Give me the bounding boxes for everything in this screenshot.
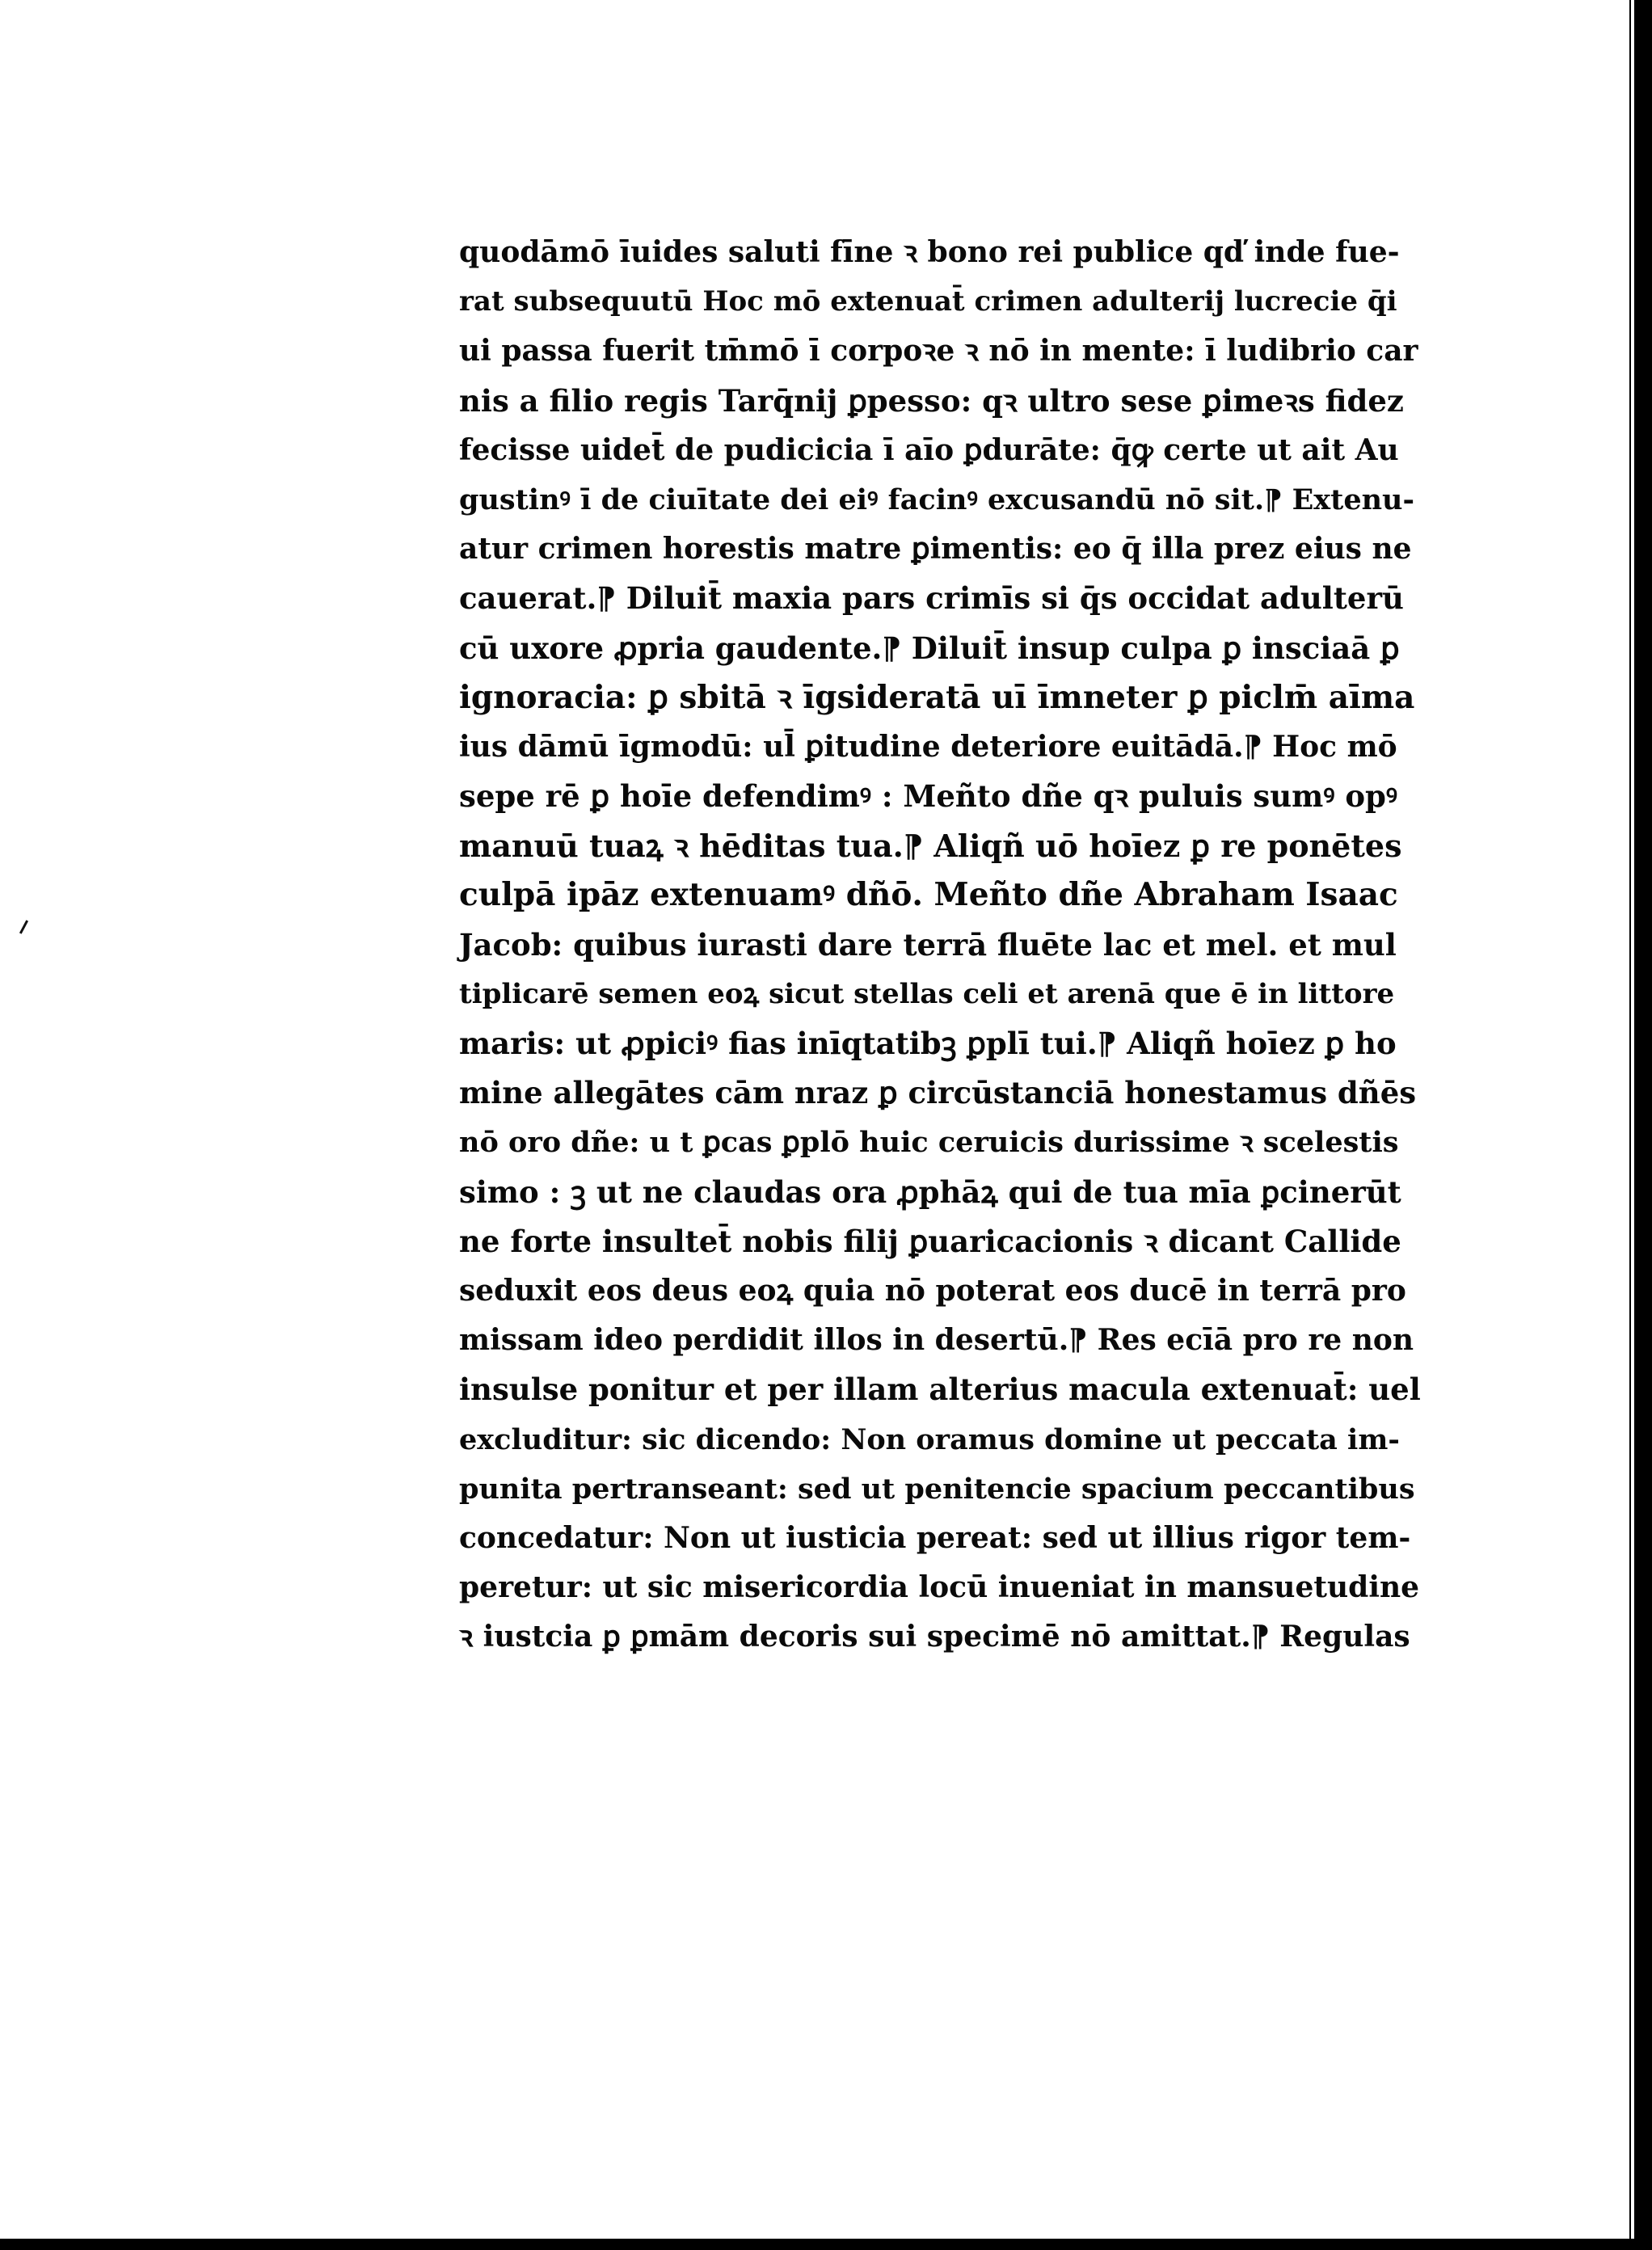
text-line: ignoracia: ꝑ sbitā ꝛ īgsideratā uī īmneter ꝑ piclm̄ aīma (459, 678, 1415, 716)
text-line: insulse ponitur et per illam alterius macula extenuat̄: uel (459, 1371, 1421, 1408)
text-line: tiplicarē semen eoꝝ sicut stellas celi et arenā que ē in littore (459, 977, 1395, 1010)
text-line: seduxit eos deus eoꝝ quia nō poterat eos ducē in terrā pro (459, 1273, 1406, 1308)
text-line: ui passa fuerit tm̄mō ī corpoꝛe ꝛ nō in mente: ī ludibrio car (459, 334, 1418, 369)
margin-mark (19, 920, 28, 933)
text-line: cū uxore ꝓpria gaudente.⁋ Diluit̄ insup culpa ꝑ insciaā ꝑ (459, 630, 1400, 666)
text-line: simo : ꝫ ut ne claudas ora ꝓphāꝝ qui de tua mīa ꝑcinerūt (459, 1173, 1401, 1210)
text-line: missam ideo perdidit illos in desertū.⁋ Res ecīā pro re non (459, 1323, 1414, 1358)
text-line: atur crimen horestis matre ꝑimentis: eo q̄ illa prez eius ne (459, 532, 1412, 567)
text-line: concedatur: Non ut iusticia pereat: sed ut illius rigor tem- (459, 1520, 1411, 1555)
text-line: manuū tuaꝝ ꝛ hēditas tua.⁋ Aliqñ uō hoīez ꝑ re ponētes (459, 828, 1402, 865)
text-block (459, 228, 1421, 1662)
text-line: cauerat.⁋ Diluit̄ maxia pars crimīs si q̄s occidat adulterū (459, 580, 1404, 617)
text-line: rat subsequutū Hoc mō extenuat̄ crimen adulterij lucrecie q̄i (459, 285, 1397, 318)
text-line: nis a filio regis Tarq̄nij ꝑpesso: qꝛ ultro sese ꝑimeꝛs fidez (459, 382, 1404, 419)
text-line: sepe rē ꝑ hoīe defendimꝰ : Meñto dñe qꝛ puluis sumꝰ opꝰ (459, 778, 1398, 815)
text-line: nō oro dñe: u t ꝑcas ꝑplō huic ceruicis durissime ꝛ scelestis (459, 1126, 1399, 1160)
text-line: gustinꝰ ī de ciuītate dei eiꝰ facinꝰ excusandū nō sit.⁋ Extenu- (459, 482, 1415, 516)
text-line: quodāmō īuides saluti fīne ꝛ bono rei publice qď inde fue- (459, 235, 1400, 269)
scan-border-right (1629, 0, 1652, 2250)
text-line: punita pertranseant: sed ut penitencie spacium peccantibus (459, 1472, 1415, 1506)
text-line: ꝛ iustcia ꝑ ꝑmām decoris sui specimē nō amittat.⁋ Regulas (459, 1620, 1410, 1654)
scan-border-bottom (0, 2239, 1652, 2250)
text-line: ne forte insultet̄ nobis filij ꝑuaricacionis ꝛ dicant Callide (459, 1223, 1401, 1259)
text-line: maris: ut ꝓpiciꝰ fias inīqtatibꝫ ꝑplī tui.⁋ Aliqñ hoīez ꝑ ho (459, 1026, 1397, 1061)
text-line: Jacob: quibus iurasti dare terrā fluēte lac et mel. et mul (459, 926, 1397, 963)
text-line: fecisse uidet̄ de pudicicia ī aīo ꝑdurāte: q̄ꝙ certe ut ait Au (459, 432, 1399, 467)
text-line: ius dāmū īgmodū: ul̄ ꝑitudine deteriore euitādā.⁋ Hoc mō (459, 729, 1397, 764)
text-line: peretur: ut sic misericordia locū inueniat in mansuetudine (459, 1570, 1420, 1605)
text-line: excluditur: sic dicendo: Non oramus domine ut peccata im- (459, 1422, 1400, 1456)
text-line: mine allegātes cām nraz ꝑ circūstanciā honestamus dñēs (459, 1075, 1417, 1111)
text-line: culpā ipāz extenuamꝰ dñō. Meñto dñe Abraham Isaac (459, 876, 1398, 914)
